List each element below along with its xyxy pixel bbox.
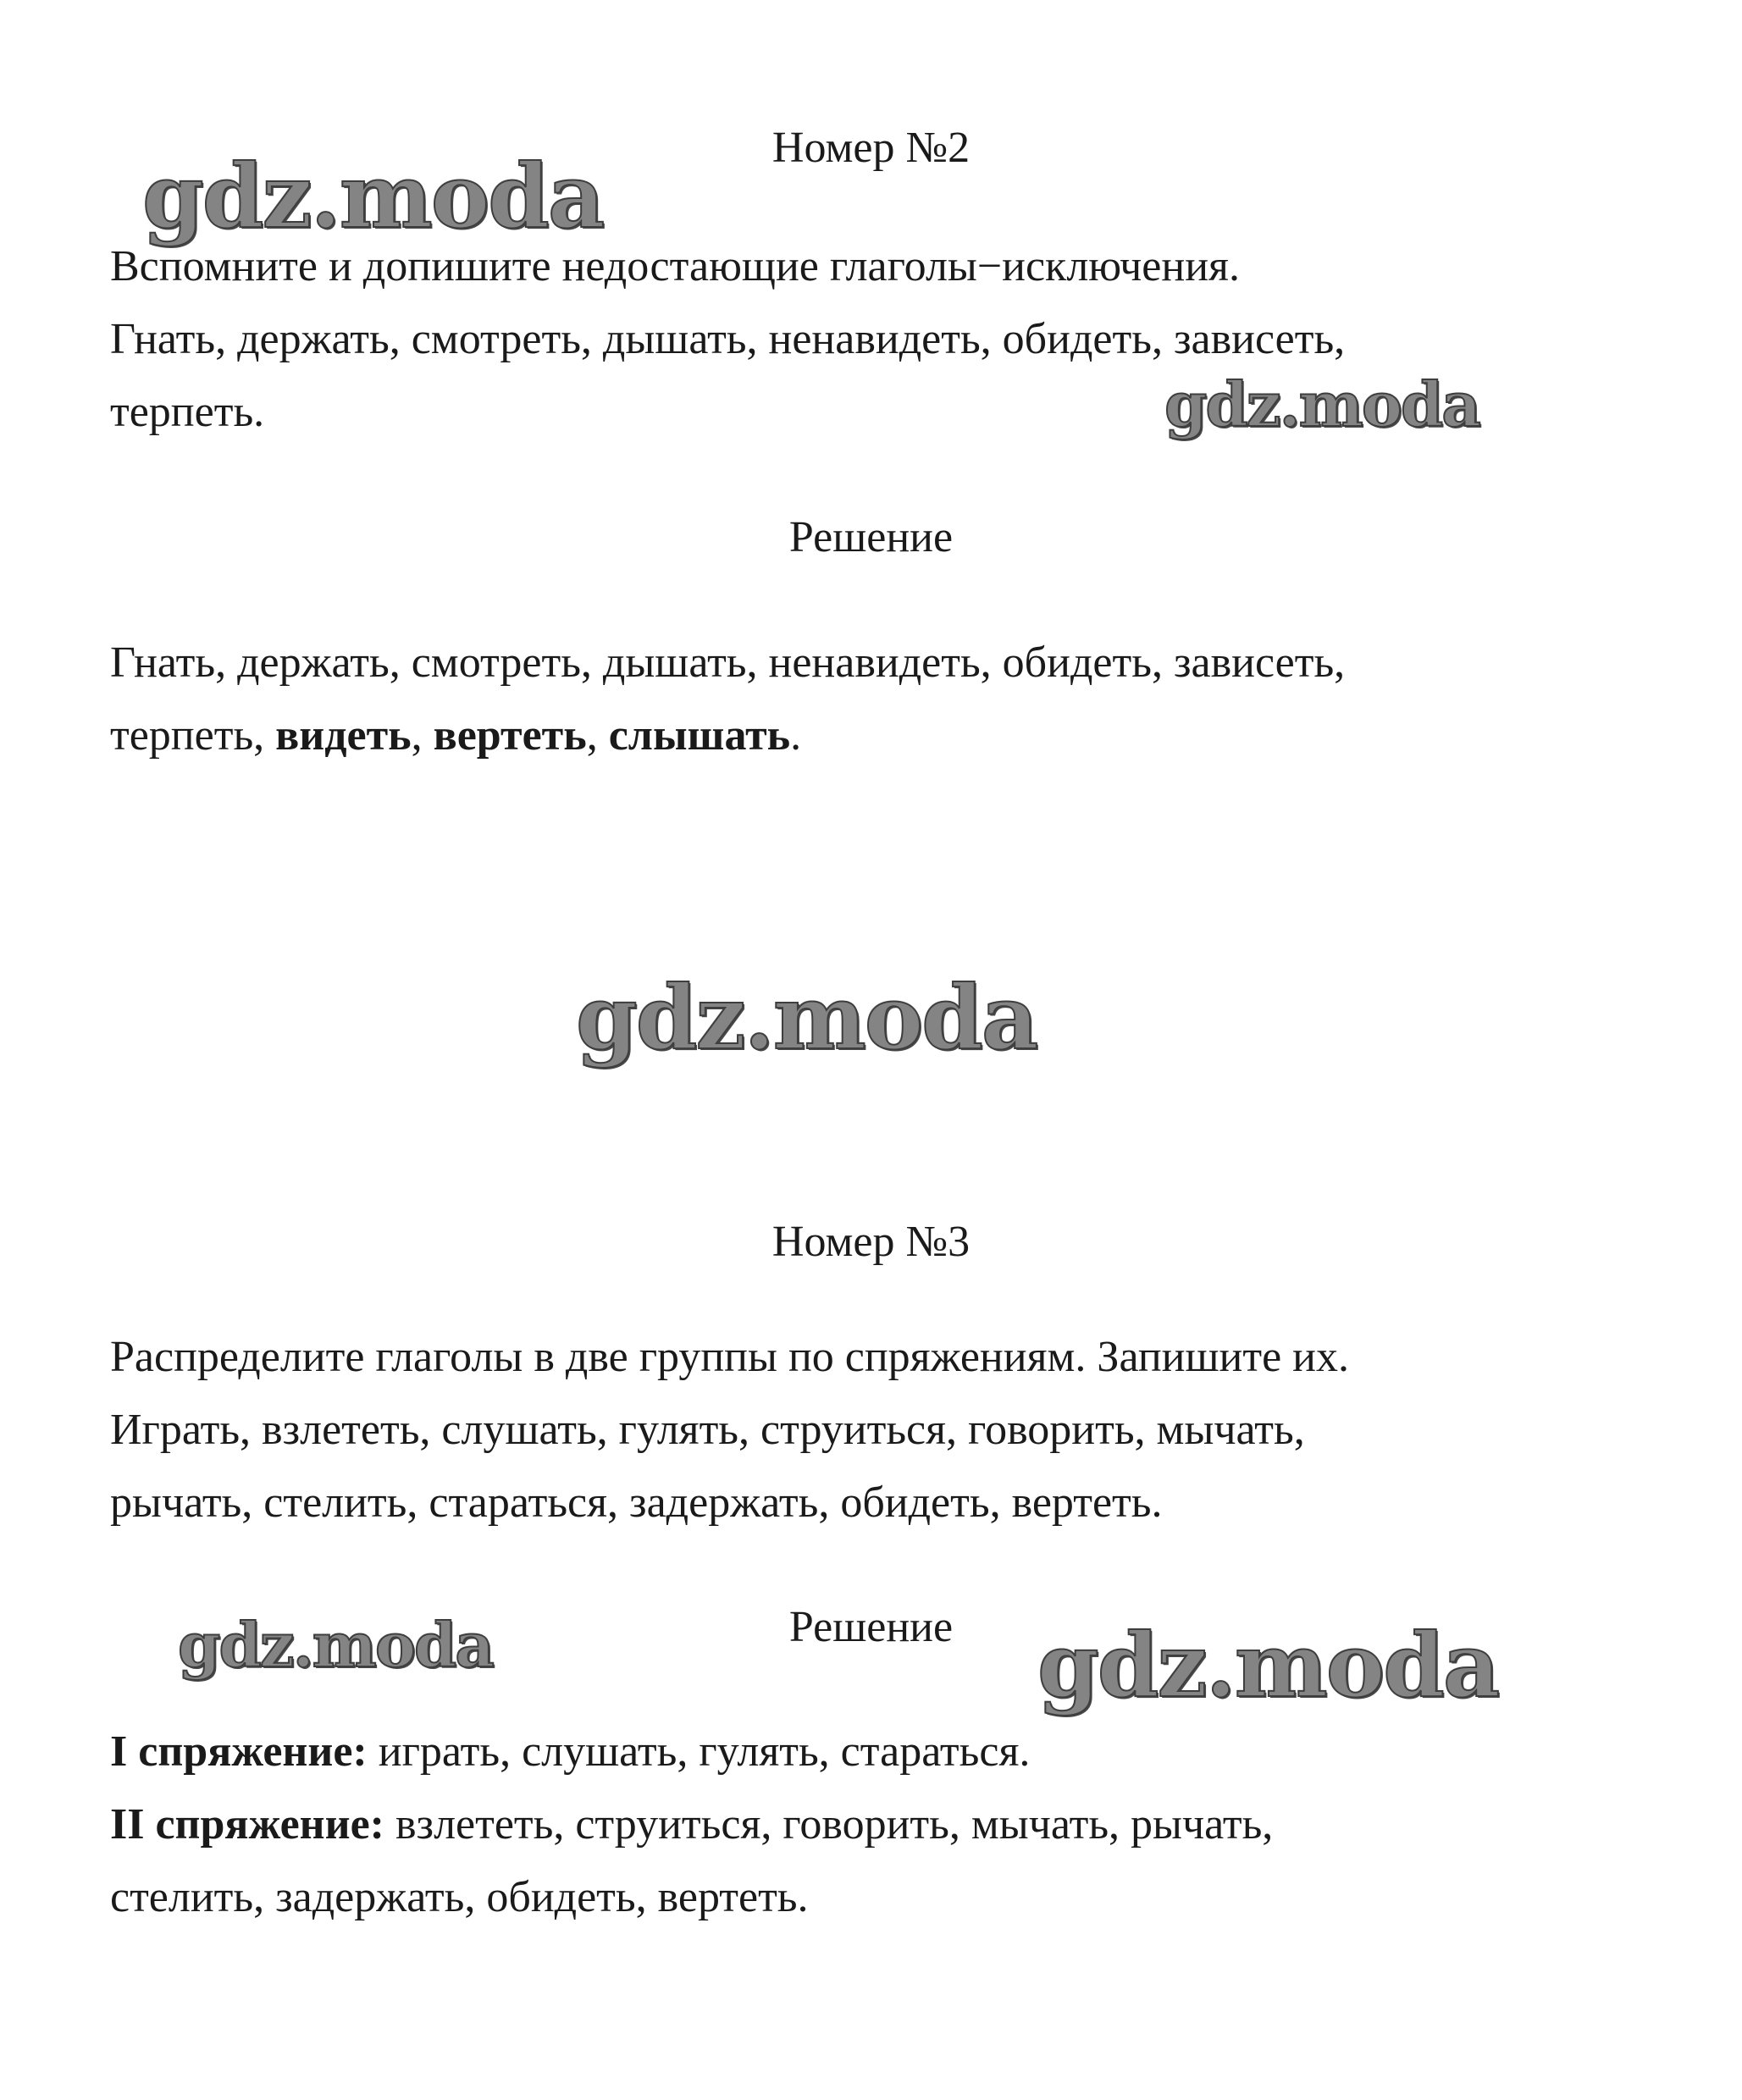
end-period: . [790, 711, 802, 760]
task2-answer-line-2 [110, 699, 1634, 772]
watermark-logo: gdz.moda [142, 144, 604, 248]
group2-line-1 [110, 1788, 1634, 1861]
task2-answer-line-1: Гнать, держать, смотреть, дышать, ненавидеть, обидеть, зависеть, [110, 638, 1346, 687]
task3-given-line-2: рычать, стелить, стараться, задержать, обидеть, вертеть. [110, 1478, 1163, 1527]
separator: , [411, 711, 423, 760]
group1-verbs: играть, слушать, гулять, стараться. [378, 1727, 1031, 1776]
watermark-logo: gdz.moda [178, 1609, 493, 1681]
watermark-logo: gdz.moda [1164, 368, 1479, 440]
group2-verbs-1: взлететь, струиться, говорить, мычать, рычать, [395, 1800, 1274, 1849]
task3-prompt: Распределите глаголы в две группы по спряжениям. Запишите их. [110, 1333, 1350, 1381]
added-verb-1: видеть [275, 711, 412, 760]
task3-heading: Номер №3 [771, 1218, 971, 1266]
task2-heading: Номер №2 [771, 124, 971, 172]
group1-label: I спряжение: [110, 1727, 368, 1776]
task3-given-line-1: Играть, взлететь, слушать, гулять, струиться, говорить, мычать, [110, 1406, 1305, 1454]
task2-prompt: Вспомните и допишите недостающие глаголы−исключения. [110, 242, 1240, 290]
separator: , [586, 711, 598, 760]
task2-answer-block [110, 627, 1634, 772]
added-verb-3: слышать [608, 711, 791, 760]
watermark-logo: gdz.moda [576, 965, 1037, 1069]
task2-given-line-1: Гнать, держать, смотреть, дышать, ненавидеть, обидеть, зависеть, [110, 315, 1346, 363]
answer-prefix: терпеть, [110, 711, 265, 760]
task3-prompt-block [110, 1321, 1634, 1539]
task2-solution-heading: Решение [788, 513, 954, 561]
added-verb-2: вертеть [433, 711, 587, 760]
task3-solution-heading: Решение [788, 1603, 954, 1651]
group2-label: II спряжение: [110, 1800, 384, 1849]
group2-line-2: стелить, задержать, обидеть, вертеть. [110, 1873, 809, 1921]
watermark-logo: gdz.moda [1037, 1613, 1499, 1717]
group1-line [110, 1716, 1634, 1788]
task2-given-line-2: терпеть. [110, 388, 265, 436]
task3-answer-block [110, 1716, 1634, 1934]
